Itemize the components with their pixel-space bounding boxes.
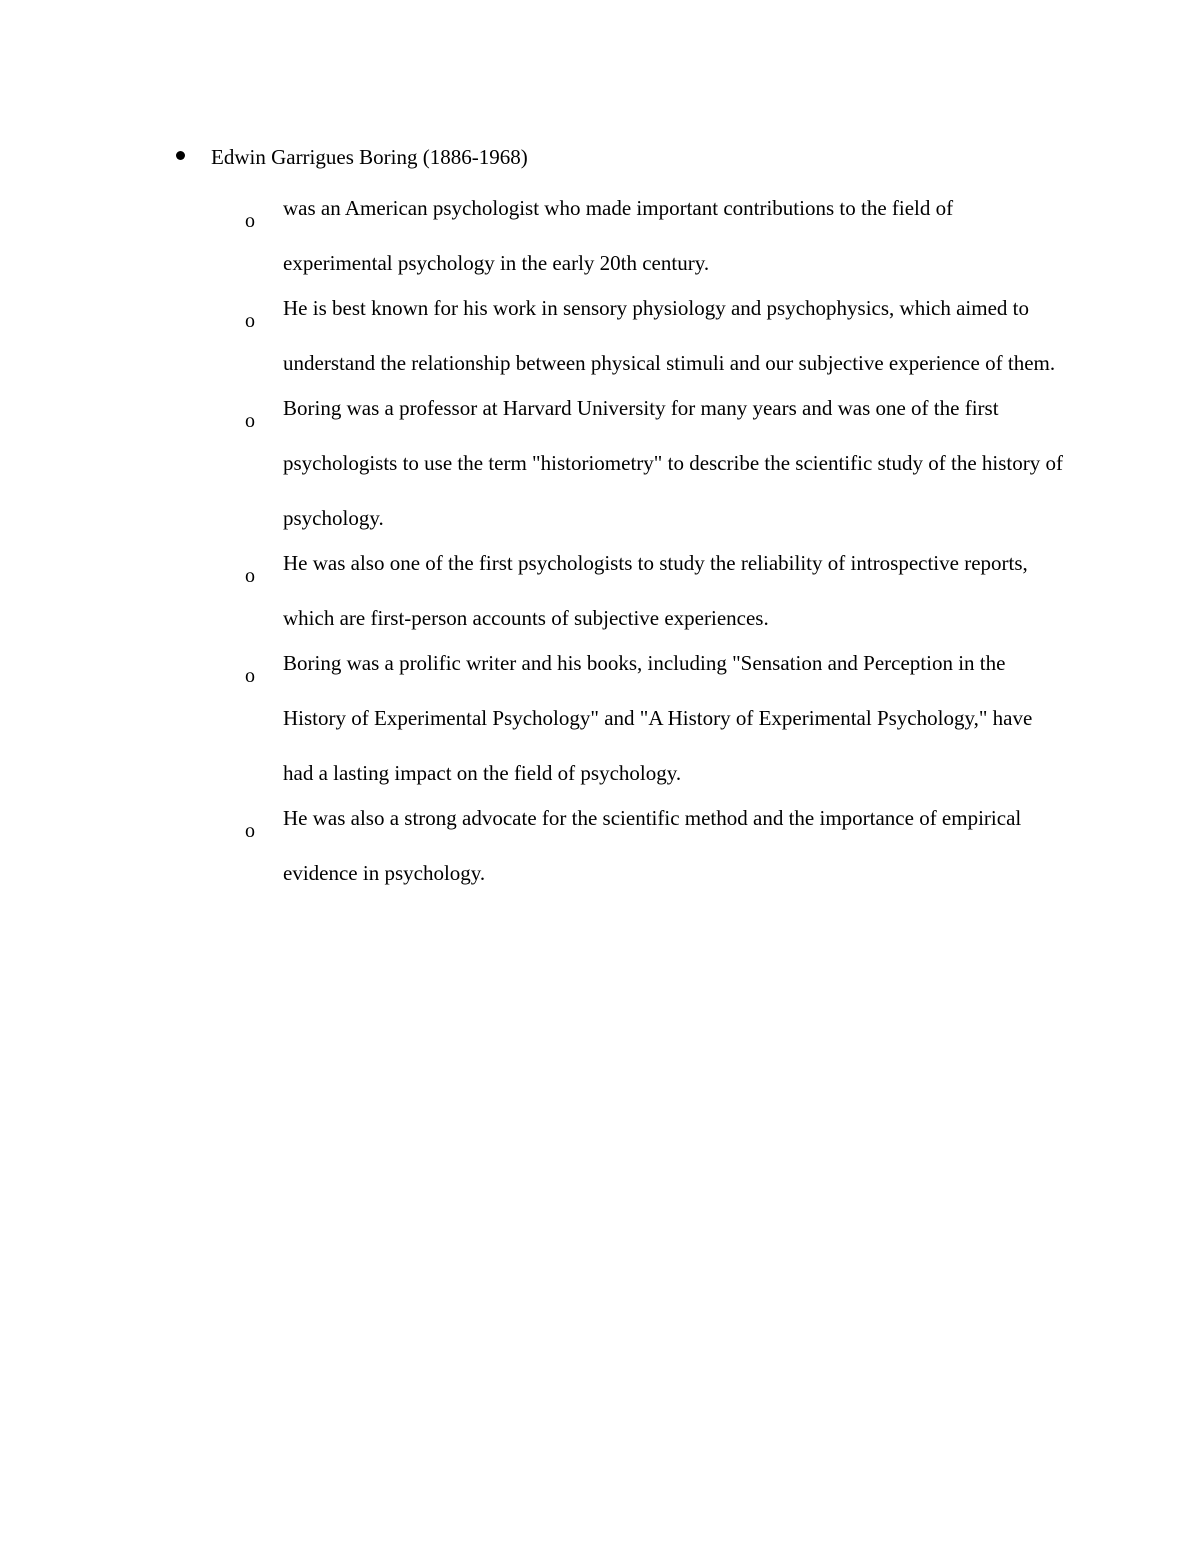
open-circle-bullet-icon: o <box>245 210 255 232</box>
sub-list-item <box>245 649 1063 814</box>
open-circle-bullet-icon: o <box>245 565 255 587</box>
sub-item-text: was an American psychologist who made important contributions to the field of experimental psychology in the early 20th century. <box>283 196 954 275</box>
open-circle-bullet-icon: o <box>245 665 255 687</box>
main-list-item <box>168 140 1088 914</box>
open-circle-bullet-icon: o <box>245 310 255 332</box>
sub-item-text: He is best known for his work in sensory physiology and psychophysics, which aimed to understand the relationship between physical stimuli and our subjective experience of them. <box>283 296 1056 375</box>
sub-list-item <box>245 804 1063 914</box>
sub-item-text: He was also one of the first psychologists to study the reliability of introspective reports, which are first-person accounts of subjective experiences. <box>283 551 1028 630</box>
sub-bullet-list <box>245 194 1064 914</box>
sub-item-text: Boring was a prolific writer and his books, including "Sensation and Perception in the History of Experimental Psychology" and "A History of Experimental Psychology," have had a lasting impact on the field of psychology. <box>283 651 1033 785</box>
open-circle-bullet-icon: o <box>245 410 255 432</box>
sub-item-text: Boring was a professor at Harvard University for many years and was one of the first psychologists to use the term "historiometry" to describe the scientific study of the history of psychology. <box>283 396 1064 530</box>
sub-list-item <box>245 394 1064 559</box>
main-item-text: Edwin Garrigues Boring (1886-1968) <box>211 145 528 169</box>
open-circle-bullet-icon: o <box>245 820 255 842</box>
filled-circle-bullet-icon <box>176 151 185 160</box>
main-bullet-list <box>168 140 1088 914</box>
sub-item-text: He was also a strong advocate for the scientific method and the importance of empirical evidence in psychology. <box>283 806 1022 885</box>
